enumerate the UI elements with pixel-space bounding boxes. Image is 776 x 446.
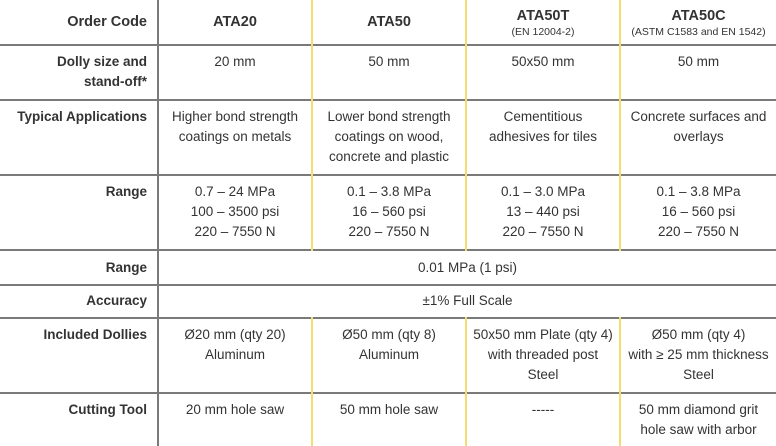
dolly-size-ata50t: 50x50 mm <box>466 45 620 100</box>
dolly-size-ata50: 50 mm <box>312 45 466 100</box>
accuracy-value: ±1% Full Scale <box>422 293 513 309</box>
model-ata50 <box>312 0 466 45</box>
range-row <box>0 175 776 250</box>
cell-line: Aluminum <box>358 346 420 362</box>
applications-ata50t <box>466 100 620 175</box>
included-dollies-row <box>0 318 776 393</box>
accuracy-label: Accuracy <box>0 285 158 318</box>
cell-line: concrete and plastic <box>328 148 450 164</box>
cutting-ata20 <box>158 393 312 446</box>
cell-line: 0.1 – 3.0 MPa <box>500 184 586 200</box>
label-line: stand-off* <box>84 73 147 89</box>
range-ata50c <box>620 175 776 250</box>
cell-line: coatings on wood, <box>334 128 444 144</box>
applications-row <box>0 100 776 175</box>
resolution-value: 0.01 MPa (1 psi) <box>417 259 518 275</box>
cell-line: hole saw with arbor <box>640 422 757 437</box>
cutting-tool-label: Cutting Tool <box>0 393 158 446</box>
applications-ata50c <box>620 100 776 175</box>
cell-line: 50 mm diamond grit <box>638 402 759 417</box>
cutting-ata50t <box>466 393 620 446</box>
cell-line: 0.7 – 24 MPa <box>194 184 276 200</box>
model-name: ATA50 <box>367 13 411 30</box>
range-ata50t <box>466 175 620 250</box>
dolly-size-ata20: 20 mm <box>158 45 312 100</box>
resolution-row <box>0 250 776 285</box>
cell-line: 220 – 7550 N <box>502 224 584 240</box>
dolly-size-ata50c: 50 mm <box>677 53 720 69</box>
cell-line: 13 – 440 psi <box>506 204 580 220</box>
cell-line: 50x50 mm Plate (qty 4) <box>473 326 613 342</box>
model-name: ATA50T <box>516 7 570 24</box>
range-label: Range <box>0 175 158 250</box>
cutting-tool-row <box>0 393 776 446</box>
model-name: ATA20 <box>213 13 257 30</box>
cell-line: 220 – 7550 N <box>348 224 430 240</box>
cell-line: ----- <box>531 402 555 417</box>
range-ata50 <box>312 175 466 250</box>
included-dollies-label: Included Dollies <box>0 318 158 393</box>
applications-ata50 <box>312 100 466 175</box>
dolly-size-label <box>0 45 158 100</box>
label-line: Dolly size and <box>56 53 147 69</box>
cell-line: overlays <box>673 128 724 144</box>
cell-line: Ø20 mm (qty 20) <box>184 326 286 342</box>
cell-line: Cementitious <box>503 108 583 124</box>
applications-ata20 <box>158 100 312 175</box>
cell-line: Steel <box>527 366 559 382</box>
cell-line: with threaded post <box>487 346 599 362</box>
model-ata20 <box>158 0 312 45</box>
cell-line: Higher bond strength <box>171 108 299 124</box>
model-ata50c <box>620 0 776 45</box>
model-name: ATA50C <box>671 7 726 24</box>
cutting-ata50 <box>312 393 466 446</box>
cell-line: 0.1 – 3.8 MPa <box>346 184 432 200</box>
header-row <box>0 0 776 45</box>
cell-line: with ≥ 25 mm thickness <box>628 346 769 362</box>
cell-line: 20 mm hole saw <box>185 402 285 417</box>
cell-line: 220 – 7550 N <box>194 224 276 240</box>
cell-line: 16 – 560 psi <box>352 204 426 220</box>
dolly-size-row <box>0 45 776 100</box>
cell-line: 16 – 560 psi <box>661 204 736 220</box>
cell-line: 0.1 – 3.8 MPa <box>656 184 741 200</box>
accuracy-row <box>0 285 776 318</box>
model-ata50t <box>466 0 620 45</box>
cell-line: Ø50 mm (qty 8) <box>342 326 436 342</box>
dollies-ata50 <box>312 318 466 393</box>
model-standard: (ASTM C1583 and EN 1542) <box>631 25 766 38</box>
cell-line: Lower bond strength <box>327 108 451 124</box>
order-code-label: Order Code <box>0 0 158 45</box>
model-standard: (EN 12004-2) <box>511 25 575 38</box>
cell-line: Ø50 mm (qty 4) <box>651 326 746 342</box>
range-ata20 <box>158 175 312 250</box>
cutting-ata50c <box>620 393 776 446</box>
cell-line: 100 – 3500 psi <box>190 204 280 220</box>
resolution-label: Range <box>0 250 158 285</box>
cell-line: Aluminum <box>204 346 266 362</box>
dollies-ata20 <box>158 318 312 393</box>
cell-line: 50 mm hole saw <box>339 402 439 417</box>
cell-line: Steel <box>683 366 714 382</box>
cell-line: Concrete surfaces and <box>630 108 767 124</box>
applications-label: Typical Applications <box>0 100 158 175</box>
cell-line: 220 – 7550 N <box>657 224 740 240</box>
dollies-ata50c <box>620 318 776 393</box>
cell-line: coatings on metals <box>178 128 292 144</box>
dollies-ata50t <box>466 318 620 393</box>
cell-line: adhesives for tiles <box>488 128 598 144</box>
